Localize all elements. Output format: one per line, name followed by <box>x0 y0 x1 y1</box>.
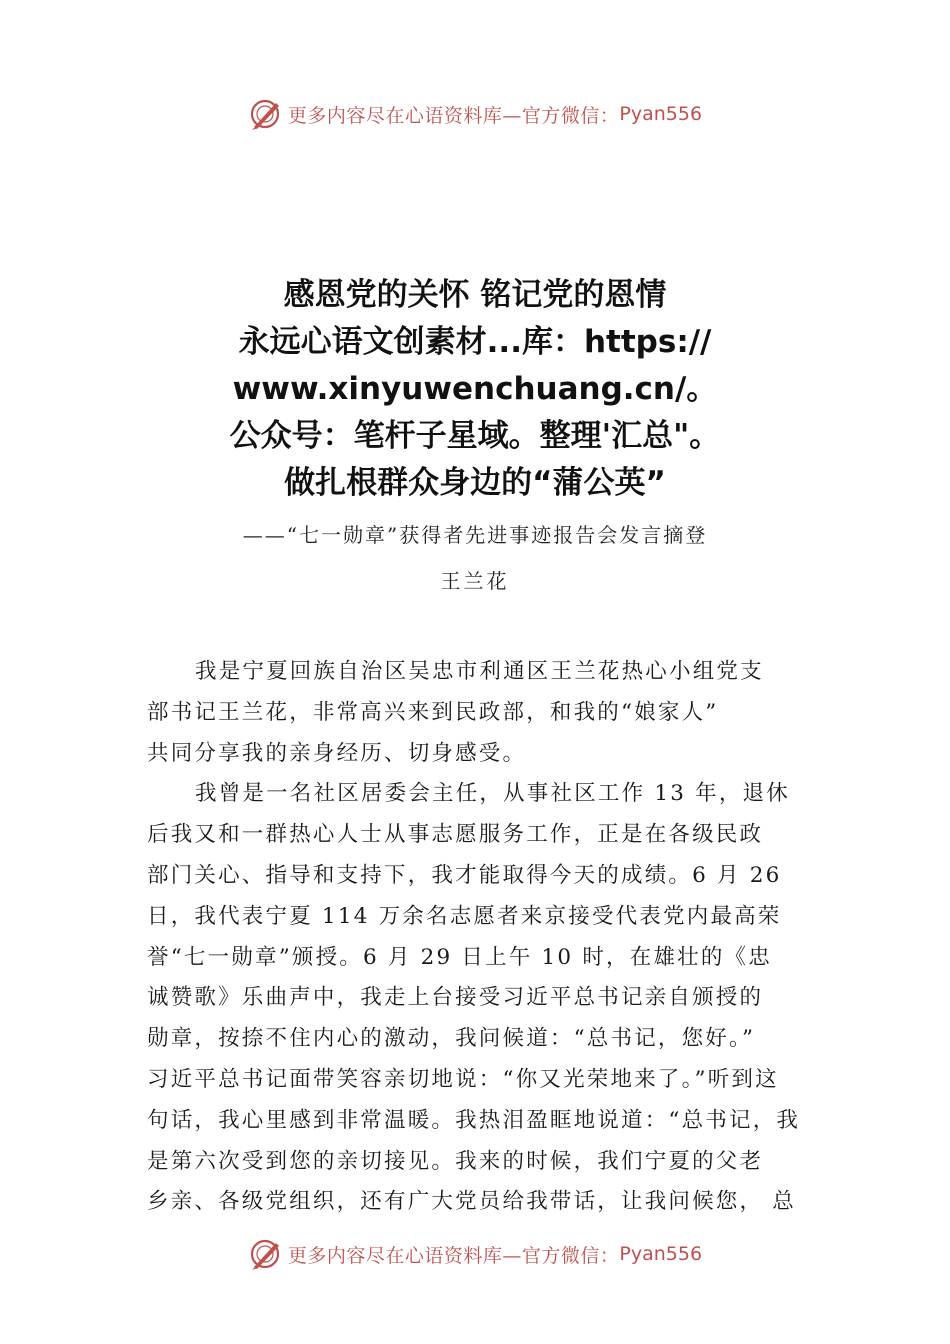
body-line: 习近平总书记面带笑容亲切地说：“你又光荣地来了。”听到这 <box>147 1066 779 1092</box>
body-line: 勋章，按捺不住内心的激动，我问候道：“总书记，您好。” <box>147 1026 756 1052</box>
banner-wechat-id: Pyan556 <box>619 103 703 125</box>
body-line: 后我又和一群热心人士从事志愿服务工作，正是在各级民政 <box>147 822 764 848</box>
body-line: 我曾是一名社区居委会主任，从事社区工作 13 年，退休 <box>195 781 790 807</box>
header-banner <box>0 94 950 134</box>
banner-text: 更多内容尽在心语资料库—官方微信： <box>287 104 620 127</box>
title-line: 感恩党的关怀 铭记党的恩情 <box>283 277 667 313</box>
title-line: 永远心语文创素材...库：https:// <box>238 324 712 360</box>
title-line: 公众号：笔杆子星域。整理'汇总"。 <box>229 418 721 454</box>
title-line: www.xinyuwenchuang.cn/。 <box>232 371 718 407</box>
document-subtitle: ——“七一勋章”获得者先进事迹报告会发言摘登 <box>242 523 708 547</box>
pen-logo-icon <box>248 97 282 131</box>
body-line: 日，我代表宁夏 114 万余名志愿者来京接受代表党内最高荣 <box>147 903 782 929</box>
body-line: 部书记王兰花，非常高兴来到民政部，和我的“娘家人” <box>147 699 719 725</box>
footer-banner <box>0 1234 950 1274</box>
document-author: 王兰花 <box>440 569 510 593</box>
body-line: 部门关心、指导和支持下，我才能取得今天的成绩。6 月 26 <box>147 862 782 888</box>
banner-text: 更多内容尽在心语资料库—官方微信： <box>287 1244 620 1267</box>
pen-logo-icon <box>248 1237 282 1271</box>
body-line: 共同分享我的亲身经历、切身感受。 <box>147 740 527 766</box>
document-body <box>147 652 813 1223</box>
body-line: 誉“七一勋章”颁授。6 月 29 日上午 10 时，在雄壮的《忠 <box>147 944 772 970</box>
body-line: 句话，我心里感到非常温暖。我热泪盈眶地说道：“总书记，我 <box>147 1107 801 1133</box>
body-line: 是第六次受到您的亲切接见。我来的时候，我们宁夏的父老 <box>147 1148 764 1174</box>
body-line: 诚赞歌》乐曲声中，我走上台接受习近平总书记亲自颁授的 <box>147 985 764 1011</box>
title-line: 做扎根群众身边的“蒲公英” <box>284 465 666 501</box>
body-line: 乡亲、各级党组织，还有广大党员给我带话，让我问候您， 总 <box>147 1189 796 1215</box>
body-line: 我是宁夏回族自治区吴忠市利通区王兰花热心小组党支 <box>195 659 764 684</box>
document-title <box>0 272 950 507</box>
banner-wechat-id: Pyan556 <box>619 1243 703 1265</box>
